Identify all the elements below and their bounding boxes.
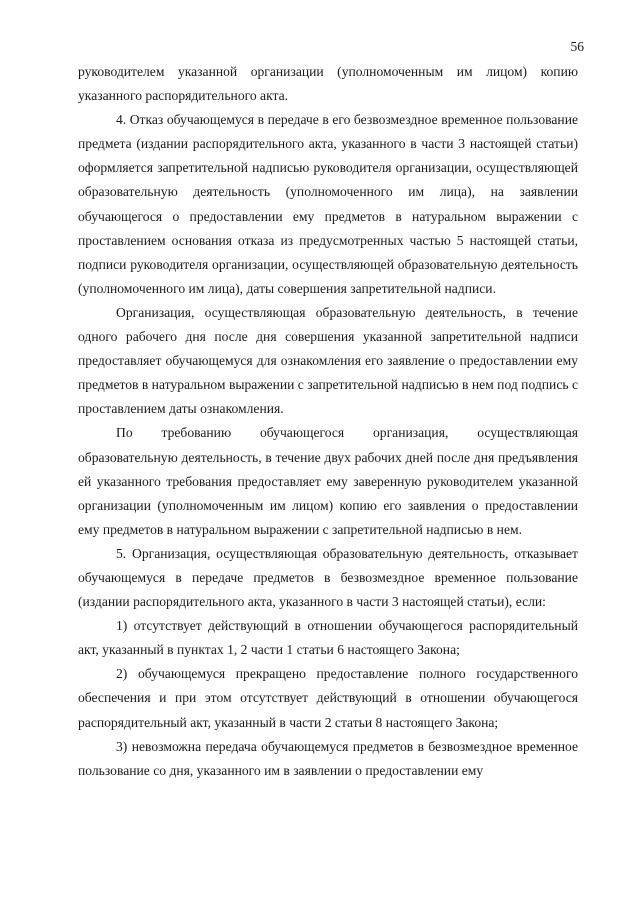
- paragraph-continuation: руководителем указанной организации (уполномоченным им лицом) копию указанного распорядительного акта.: [78, 64, 578, 104]
- body-text: [78, 60, 578, 783]
- page-number: 56: [570, 39, 584, 54]
- paragraph-familiarization: Организация, осуществляющая образовательную деятельность, в течение одного рабочего дня после дня совершения указанной запретительной надписи предоставляет обучающемуся для ознакомления его заявление о предоставлении ему предметов в натуральном выражении с запретительной надписью в нем под подпись с проставлением даты ознакомления.: [78, 304, 578, 417]
- paragraph-subitem-1: 1) отсутствует действующий в отношении обучающегося распорядительный акт, указанный в пунктах 1, 2 части 1 статьи 6 настоящего Закона;: [78, 618, 578, 658]
- paragraph-subitem-3: 3) невозможна передача обучающемуся предметов в безвозмездное временное пользование со дня, указанного им в заявлении о предоставлении ему: [78, 738, 578, 778]
- paragraph-item-5: 5. Организация, осуществляющая образовательную деятельность, отказывает обучающемуся в передаче предметов в безвозмездное временное пользование (издании распорядительного акта, указанного в части 3 настоящей статьи), если:: [78, 545, 578, 610]
- paragraph-copy-request: По требованию обучающегося организация, осуществляющая образовательную деятельность, в течение двух рабочих дней после дня предъявления ей указанного требования предоставляет ему заверенную руководителем указанной организации (уполномоченным им лицом) копию его заявления о предоставлении ему предметов в натуральном выражении с запретительной надписью в нем.: [78, 425, 578, 537]
- paragraph-subitem-2: 2) обучающемуся прекращено предоставление полного государственного обеспечения и при этом отсутствует действующий в отношении обучающегося распорядительный акт, указанный в части 2 статьи 8 настоящего Закона;: [78, 666, 578, 730]
- paragraph-item-4: 4. Отказ обучающемуся в передаче в его безвозмездное временное пользование предмета (издании распорядительного акта, указанного в части 3 настоящей статьи) оформляется запретительной надписью руководителя организации, осуществляющей образовательную деятельность (уполномоченного им лица), на заявлении обучающегося о предоставлении ему предметов в натуральном выражении с проставлением основания отказа из предусмотренных частью 5 настоящей статьи, подписи руководителя организации, осуществляющей образовательную деятельность (уполномоченного им лица), даты совершения запретительной надписи.: [78, 112, 578, 296]
